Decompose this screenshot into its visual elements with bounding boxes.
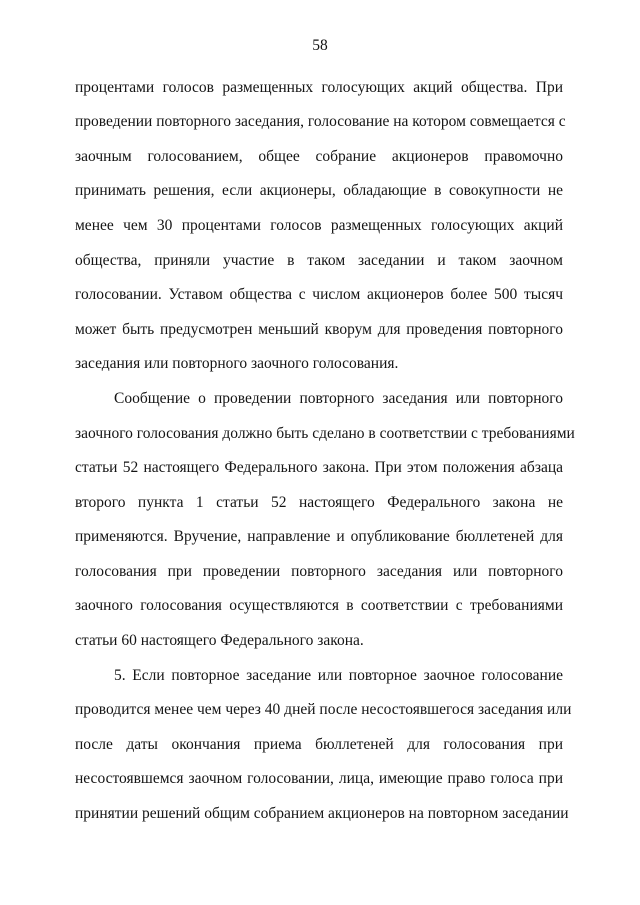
text-line: второго пункта 1 статьи 52 настоящего Федерального закона не <box>75 494 563 511</box>
text-line: заседания или повторного заочного голосования. <box>75 355 399 372</box>
text-line: после даты окончания приема бюллетеней для голосования при <box>75 736 563 753</box>
paragraph-first-line: 5. Если повторное заседание или повторное заочное голосование <box>114 667 563 684</box>
text-line: принятии решений общим собранием акционеров на повторном заседании <box>75 805 569 822</box>
paragraph-first-line: Сообщение о проведении повторного заседания или повторного <box>114 390 563 407</box>
text-line: процентами голосов размещенных голосующих акций общества. При <box>75 79 563 96</box>
text-line: голосования при проведении повторного заседания или повторного <box>75 563 563 580</box>
text-line: принимать решения, если акционеры, обладающие в совокупности не <box>75 182 563 199</box>
text-line: заочного голосования должно быть сделано в соответствии с требованиями <box>75 425 575 442</box>
text-line: общества, приняли участие в таком заседании и таком заочном <box>75 252 563 269</box>
text-line: может быть предусмотрен меньший кворум для проведения повторного <box>75 321 563 338</box>
text-line: применяются. Вручение, направление и опубликование бюллетеней для <box>75 528 563 545</box>
text-line: проведении повторного заседания, голосование на котором совмещается с <box>75 113 566 130</box>
text-line: менее чем 30 процентами голосов размещенных голосующих акций <box>75 217 563 234</box>
text-line: заочным голосованием, общее собрание акционеров правомочно <box>75 148 563 165</box>
text-line: статьи 60 настоящего Федерального закона. <box>75 632 364 649</box>
text-line: голосовании. Уставом общества с числом акционеров более 500 тысяч <box>75 286 563 303</box>
text-line: несостоявшемся заочном голосовании, лица, имеющие право голоса при <box>75 770 563 787</box>
page-number: 58 <box>312 37 328 54</box>
text-line: статьи 52 настоящего Федерального закона. При этом положения абзаца <box>75 459 563 476</box>
text-line: проводится менее чем через 40 дней после несостоявшегося заседания или <box>75 701 572 718</box>
text-line: заочного голосования осуществляются в соответствии с требованиями <box>75 597 563 614</box>
